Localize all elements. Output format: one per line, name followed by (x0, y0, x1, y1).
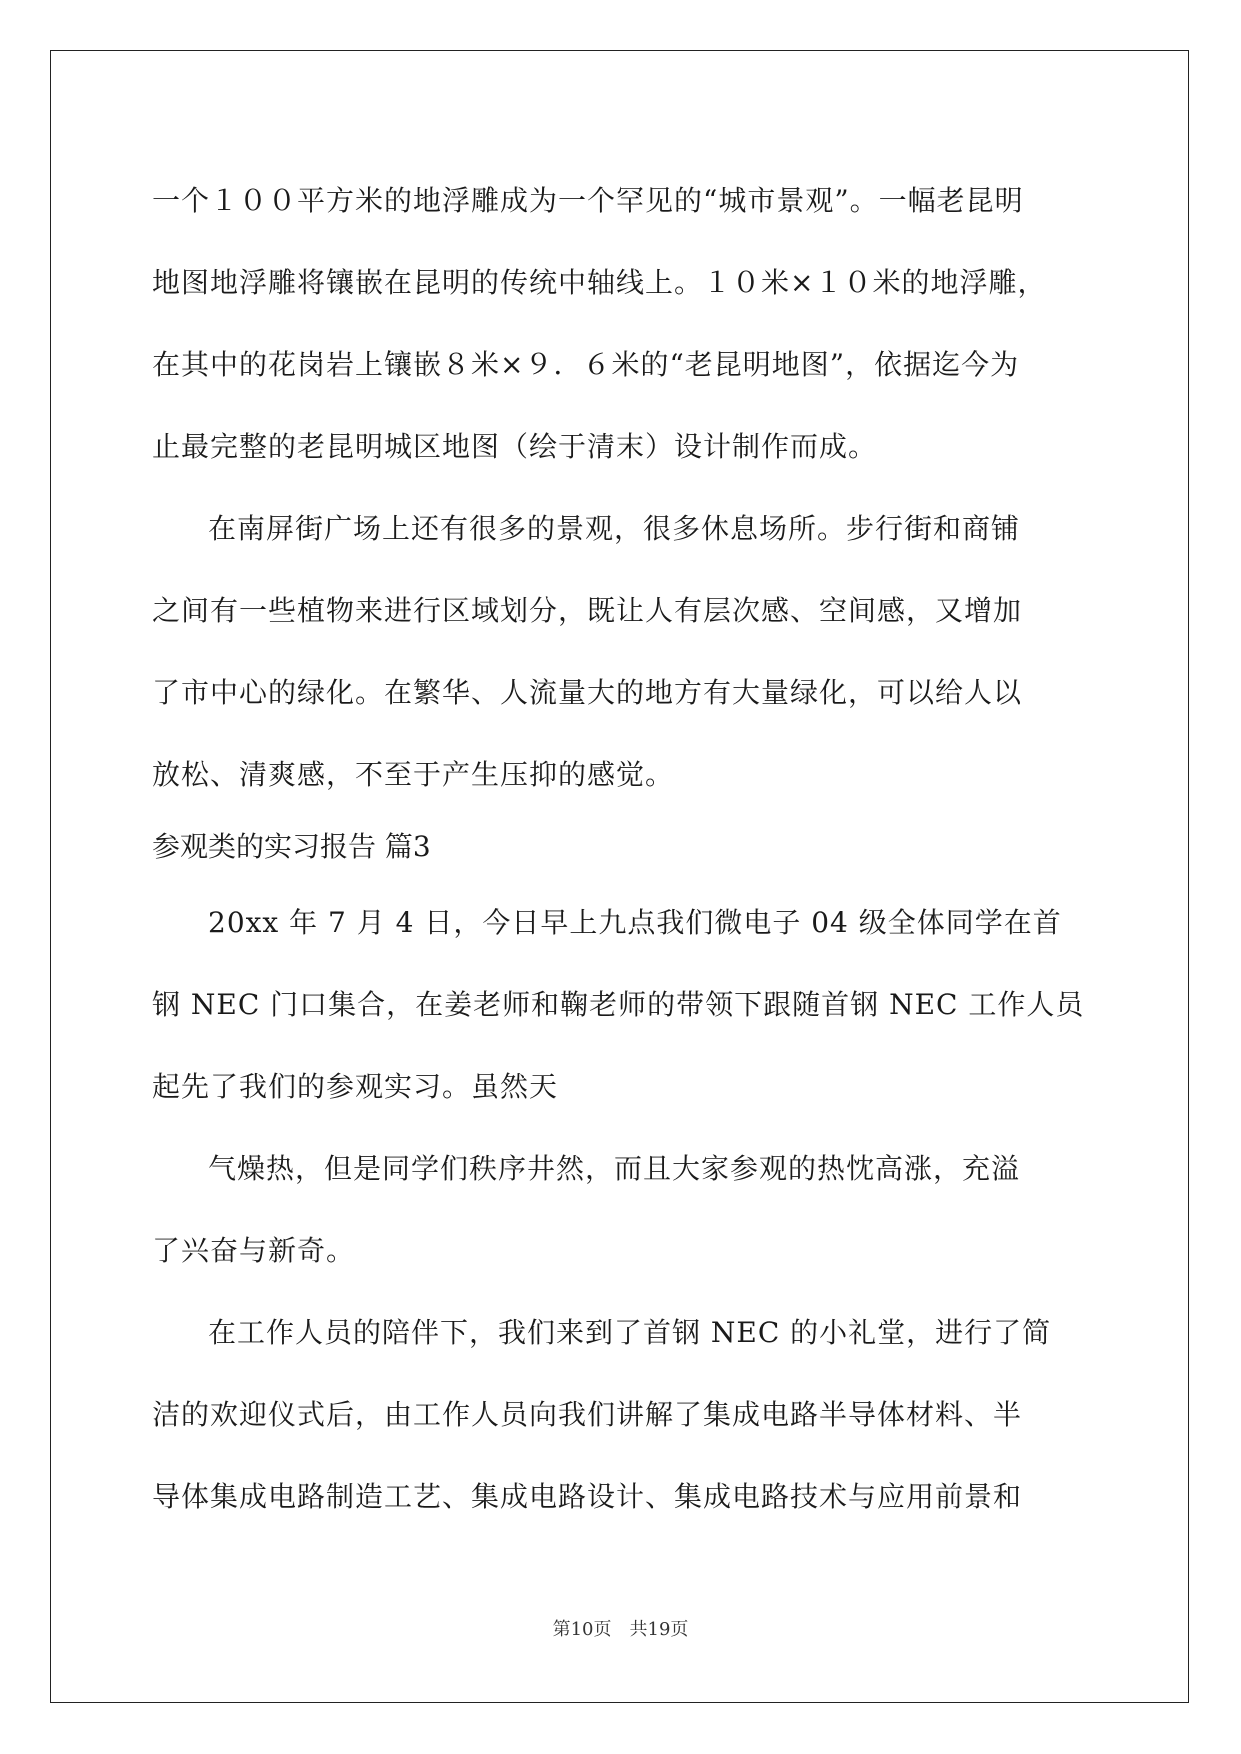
text-line: 导体集成电路制造工艺、集成电路设计、集成电路技术与应用前景和 (152, 1480, 1023, 1513)
text-line: 地图地浮雕将镶嵌在昆明的传统中轴线上。１０米×１０米的地浮雕， (152, 266, 1047, 299)
text-line: 在工作人员的陪伴下，我们来到了首钢 NEC 的小礼堂，进行了简 (208, 1316, 1052, 1349)
text-line: 了兴奋与新奇。 (152, 1234, 356, 1267)
document-body (152, 160, 1087, 1538)
paragraph (152, 1128, 1087, 1292)
text-line: 起先了我们的参观实习。虽然天 (152, 1070, 559, 1103)
text-line: 之间有一些植物来进行区域划分，既让人有层次感、空间感，又增加 (152, 594, 1023, 627)
paragraph (152, 488, 1087, 816)
page-number: 第10页 共19页 (552, 1619, 689, 1640)
text-line: 洁的欢迎仪式后，由工作人员向我们讲解了集成电路半导体材料、半 (152, 1398, 1023, 1431)
paragraph (152, 1292, 1087, 1538)
text-line: 了市中心的绿化。在繁华、人流量大的地方有大量绿化，可以给人以 (152, 676, 1023, 709)
text-line: 在其中的花岗岩上镶嵌８米×９．６米的“老昆明地图”，依据迄今为 (152, 348, 1020, 381)
text-line: 止最完整的老昆明城区地图（绘于清末）设计制作而成。 (152, 430, 878, 463)
text-line: 在南屏街广场上还有很多的景观，很多休息场所。步行街和商铺 (208, 512, 1021, 545)
text-line: 气燥热，但是同学们秩序井然，而且大家参观的热忱高涨，充溢 (208, 1152, 1021, 1185)
paragraph (152, 882, 1087, 1128)
text-line: 20xx 年 7 月 4 日，今日早上九点我们微电子 04 级全体同学在首 (208, 906, 1062, 939)
section-heading: 参观类的实习报告 篇3 (152, 830, 431, 863)
text-line: 钢 NEC 门口集合，在姜老师和鞠老师的带领下跟随首钢 NEC 工作人员 (152, 988, 1085, 1021)
text-line: 放松、清爽感，不至于产生压抑的感觉。 (152, 758, 675, 791)
paragraph (152, 160, 1087, 488)
text-line: 一个１００平方米的地浮雕成为一个罕见的“城市景观”。一幅老昆明 (152, 184, 1024, 217)
